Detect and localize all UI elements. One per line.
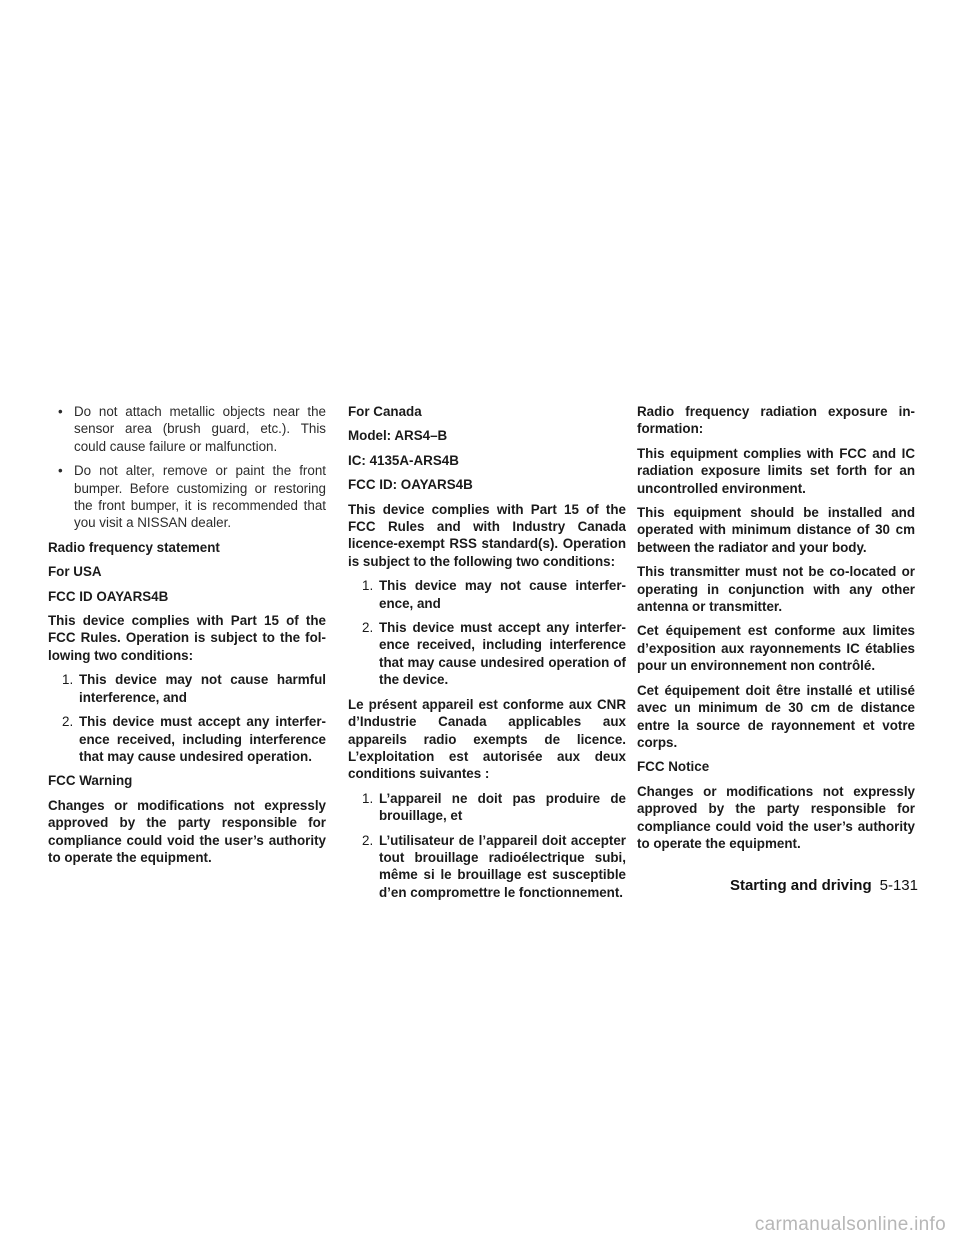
condition-number: 1.	[362, 790, 374, 806]
heading-fcc-warning: FCC Warning	[48, 773, 133, 789]
watermark: carmanualsonline.info	[754, 1214, 946, 1235]
fcc-id: FCC ID OAYARS4B	[48, 588, 169, 604]
condition-text: This device may not cause harmful interference, and	[79, 672, 326, 705]
condition-item	[348, 832, 626, 902]
condition-item	[348, 577, 626, 612]
bullet-item	[48, 403, 326, 455]
bullet-text: Do not attach metallic objects near the sensor area (brush guard, etc.). This could cause failure or malfunction.	[74, 404, 326, 454]
condition-text: This device must accept any interference received, including interference that may cause undesired operation of the device.	[379, 620, 626, 688]
paragraph: This transmitter must not be co-located or operating in conjunction with any other antenna or transmitter.	[637, 564, 915, 615]
heading-radio-frequency: Radio frequency statement	[48, 539, 220, 555]
bullet-text: Do not alter, remove or paint the front bumper. Before customizing or restoring the front bumper, it is recommended that you visit a NISSAN dealer.	[74, 463, 326, 531]
paragraph: Cet équipement est conforme aux limites d’exposition aux rayonnements IC établies pour un environnement non contrôlé.	[637, 623, 915, 674]
bullet-list	[48, 403, 326, 532]
french-compliance-paragraph: Le présent appareil est conforme aux CNR d’Industrie Canada applicables aux appareils radio exempts de licence. L’exploitation est autorisée aux deux conditions suivantes :	[348, 696, 626, 782]
compliance-paragraph: This device complies with Part 15 of the FCC Rules. Operation is subject to the following two conditions:	[48, 613, 326, 663]
condition-text: L’appareil ne doit pas produire de brouillage, et	[379, 790, 626, 824]
warning-text: Changes or modifications not expressly approved by the party responsible for compliance could void the user’s authority to operate the equipment.	[48, 797, 326, 865]
ic-number: IC: 4135A-ARS4B	[348, 452, 459, 468]
french-conditions-list	[348, 790, 626, 901]
bullet-icon: •	[58, 404, 63, 419]
condition-number: 1.	[362, 578, 374, 594]
paragraph: This equipment should be installed and operated with minimum distance of 30 cm between the radiator and your body.	[637, 505, 915, 555]
column-middle	[348, 403, 626, 908]
conditions-list	[348, 577, 626, 688]
condition-text: This device may not cause interference, and	[379, 578, 626, 611]
conditions-list	[48, 671, 326, 765]
condition-item	[48, 671, 326, 706]
model-number: Model: ARS4–B	[348, 428, 448, 444]
compliance-paragraph: This device complies with Part 15 of the FCC Rules and with Industry Canada licence-exempt RSS standard(s). Operation is subject to the following two conditions:	[348, 501, 626, 569]
heading-radiation-exposure: Radio frequency radiation exposure information:	[637, 404, 915, 437]
condition-item	[348, 619, 626, 689]
paragraph: Cet équipement doit être installé et utilisé avec un minimum de 30 cm de distance entre la source de rayonnement et votre corps.	[637, 682, 915, 750]
heading-for-usa: For USA	[48, 564, 102, 580]
page-number: 5-131	[879, 877, 918, 894]
bullet-icon: •	[58, 463, 63, 479]
bullet-item	[48, 462, 326, 532]
condition-item	[48, 713, 326, 765]
notice-text: Changes or modifications not expressly approved by the party responsible for compliance could void the user’s authority to operate the equipment.	[637, 783, 915, 851]
condition-number: 2.	[362, 620, 374, 636]
condition-text: L’utilisateur de l’appareil doit accepter tout brouillage radioélectrique subi, même si le brouillage est susceptible d’en compromettre le fonctionnement.	[379, 832, 626, 900]
condition-number: 1.	[62, 672, 74, 688]
section-title: Starting and driving	[729, 877, 872, 894]
condition-number: 2.	[362, 832, 374, 848]
page-footer	[730, 877, 918, 894]
paragraph: This equipment complies with FCC and IC radiation exposure limits set forth for an uncontrolled environment.	[637, 445, 915, 496]
condition-number: 2.	[62, 714, 74, 730]
condition-item	[348, 790, 626, 825]
heading-for-canada: For Canada	[348, 404, 422, 419]
column-left	[48, 403, 326, 873]
condition-text: This device must accept any interference received, including interference that may cause undesired operation.	[79, 714, 326, 764]
heading-fcc-notice: FCC Notice	[637, 759, 710, 775]
fcc-id: FCC ID: OAYARS4B	[348, 477, 473, 493]
column-right	[637, 403, 915, 859]
